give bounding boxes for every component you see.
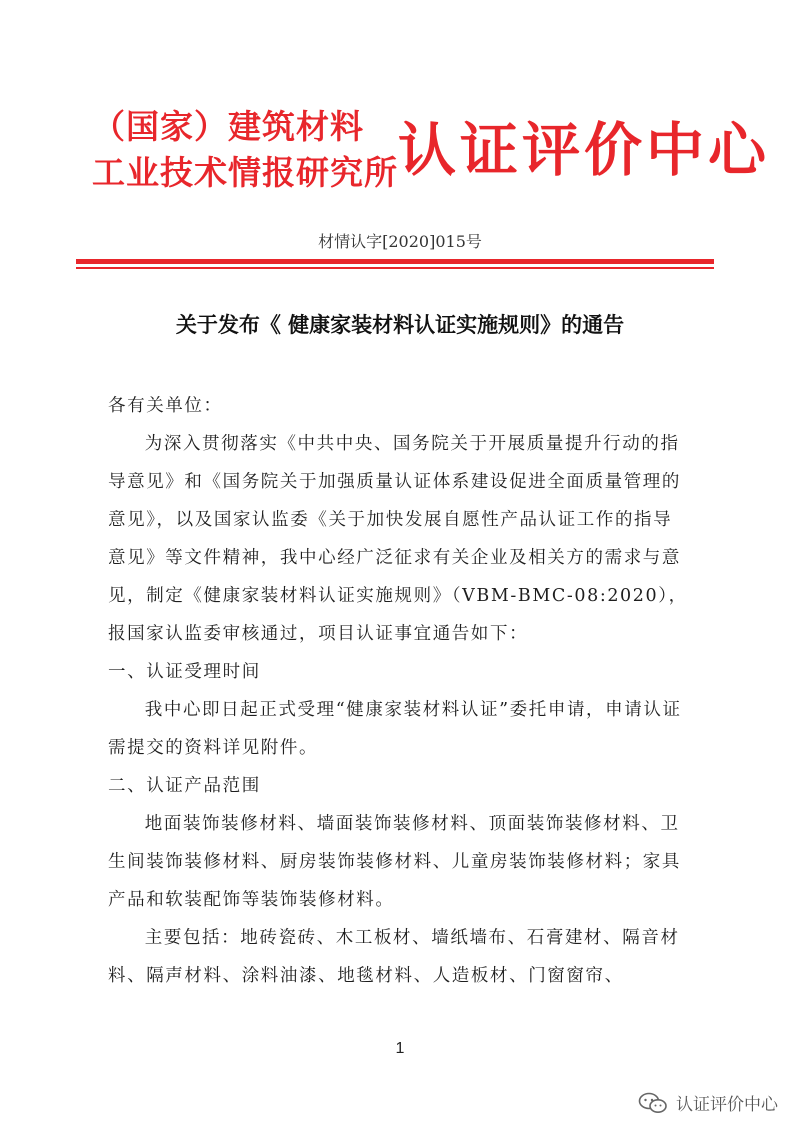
watermark — [638, 1090, 778, 1115]
header-rule-thick — [76, 259, 714, 264]
salutation: 各有关单位： — [108, 396, 223, 416]
intro-paragraph: 为深入贯彻落实《中共中央、国务院关于开展质量提升行动的指导意见》和《国务院关于加强质量认证体系建设促进全面质量管理的意见》，以及国家认监委《关于加快发展自愿性产品认证工作的指导意见》等文件精神，我中心经广泛征求有关企业及相关方的需求与意见，制定《健康家装材料认证实施规则》（VBM-BMC-08:2020），报国家认监委审核通过，项目认证事宜通告如下： — [108, 434, 688, 644]
section2-paragraph-2: 主要包括：地砖瓷砖、木工板材、墙纸墙布、石膏建材、隔音材料、隔声材料、涂料油漆、地毯材料、人造板材、门窗窗帘、 — [108, 928, 680, 986]
document-title: 关于发布《 健康家装材料认证实施规则》的通告 — [175, 313, 625, 337]
header-rule-thin — [76, 267, 714, 269]
page-number: 1 — [395, 1040, 405, 1057]
section2-heading: 二、认证产品范围 — [108, 776, 261, 796]
document-number: 材情认字[2020]015号 — [318, 232, 482, 251]
org-name — [92, 104, 398, 196]
section2-paragraph-1: 地面装饰装修材料、墙面装饰装修材料、顶面装饰装修材料、卫生间装饰装修材料、厨房装饰装修材料、儿童房装饰装修材料；家具产品和软装配饰等装饰装修材料。 — [108, 814, 681, 910]
watermark-text: 认证评价中心 — [676, 1095, 778, 1115]
org-name-line2: 工业技术情报研究所 — [92, 153, 398, 192]
section1-paragraph: 我中心即日起正式受理“健康家装材料认证”委托申请，申请认证需提交的资料详见附件。 — [108, 700, 682, 758]
org-name-line1: （国家）建筑材料 — [92, 107, 364, 146]
wechat-icon — [638, 1092, 668, 1114]
document-body — [108, 387, 688, 995]
center-name: 认证评价中心 — [398, 116, 771, 184]
section1-heading: 一、认证受理时间 — [108, 662, 261, 682]
